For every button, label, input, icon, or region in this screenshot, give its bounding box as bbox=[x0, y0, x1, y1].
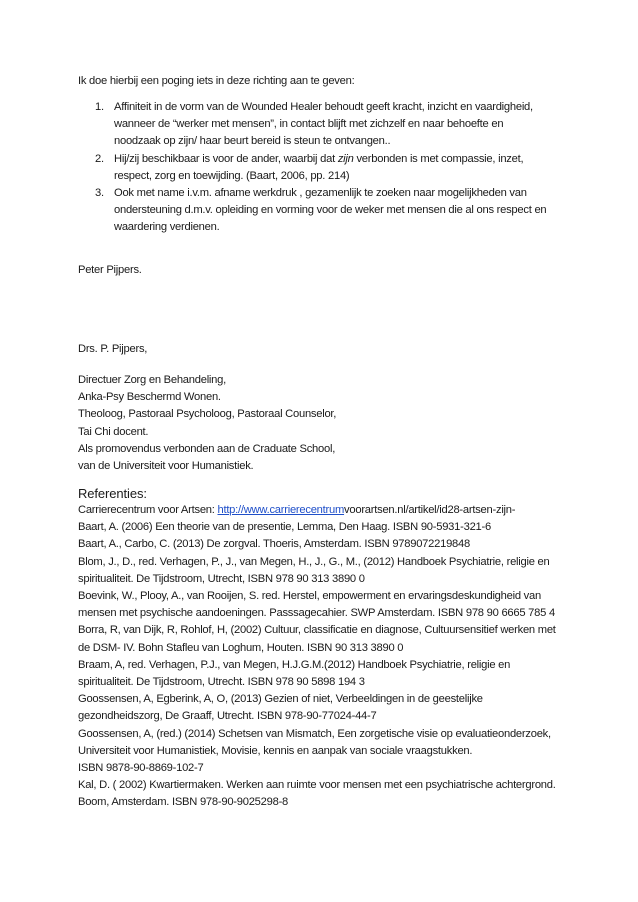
role-line: van de Universiteit voor Humanistiek. bbox=[78, 460, 254, 473]
reference-line: Baart, A. (2006) Een theorie van de presentie, Lemma, Den Haag. ISBN 90-5931-321-6 bbox=[78, 521, 491, 534]
list-number: 3. bbox=[95, 187, 104, 200]
reference-text: voorartsen.nl/artikel/id28-artsen-zijn- bbox=[344, 504, 516, 516]
list-number: 1. bbox=[95, 101, 104, 113]
reference-link[interactable]: http://www.carrierecentrum bbox=[217, 504, 345, 516]
list-item bbox=[78, 185, 578, 237]
role-line: Tai Chi docent. bbox=[78, 425, 149, 438]
references-list bbox=[78, 502, 578, 812]
reference-line bbox=[78, 502, 578, 519]
author-name: Drs. P. Pijpers, bbox=[78, 343, 148, 355]
reference-line: Blom, J., D., red. Verhagen, P., J., van Megen, H., J., G., M., (2012) Handboek Psychiatrie, religie en bbox=[78, 555, 550, 568]
list-line: waardering verdienen. bbox=[114, 221, 220, 234]
list-line: respect, zorg en toewijding. (Baart, 2006, pp. 214) bbox=[114, 169, 350, 182]
reference-text: Carrierecentrum voor Artsen: bbox=[78, 504, 218, 516]
author-roles bbox=[78, 372, 578, 475]
reference-line: spiritualiteit. De Tijdstroom, Utrecht. ISBN 978 90 5898 194 3 bbox=[78, 676, 365, 689]
numbered-list bbox=[78, 99, 578, 237]
references-heading: Referenties: bbox=[78, 486, 147, 501]
emphasis-text: zijn bbox=[337, 152, 354, 165]
list-line: Ook met name i.v.m. afname werkdruk , gezamenlijk te zoeken naar mogelijkheden van bbox=[114, 187, 527, 200]
reference-line: de DSM- IV. Bohn Stafleu van Loghum, Houten. ISBN 90 313 3890 0 bbox=[78, 641, 404, 654]
reference-line: Goossensen, A, Egberink, A, O, (2013) Gezien of niet, Verbeeldingen in de geestelijke bbox=[78, 693, 483, 706]
list-text: verbonden is met compassie, inzet, bbox=[353, 152, 524, 165]
reference-line: mensen met psychische aandoeningen. Passsagecahier. SWP Amsterdam. ISBN 978 90 6665 785 4 bbox=[78, 607, 555, 620]
reference-line: ISBN 9878-90-8869-102-7 bbox=[78, 762, 204, 775]
list-line: wanneer de “werker met mensen”, in contact blijft met zichzelf en naar behoefte en bbox=[114, 118, 504, 131]
list-text: Hij/zij beschikbaar is voor de ander, waarbij dat bbox=[114, 152, 338, 165]
list-number: 2. bbox=[95, 152, 104, 165]
reference-line: Baart, A., Carbo, C. (2013) De zorgval. Thoeris, Amsterdam. ISBN 9789072219848 bbox=[78, 538, 470, 551]
reference-line: Boom, Amsterdam. ISBN 978-90-9025298-8 bbox=[78, 796, 289, 809]
reference-line: Goossensen, A, (red.) (2014) Schetsen van Mismatch, Een zorgetische visie op evaluatieonderzoek, bbox=[78, 727, 551, 740]
reference-line: Boevink, W., Plooy, A., van Rooijen, S. red. Herstel, empowerment en ervaringsdeskundigheid van bbox=[78, 590, 541, 603]
role-line: Anka-Psy Beschermd Wonen. bbox=[78, 391, 221, 404]
reference-line: Braam, A, red. Verhagen, P.J., van Megen, H.J.G.M.(2012) Handboek Psychiatrie, religie en bbox=[78, 658, 511, 671]
reference-line: Universiteit voor Humanistiek, Movisie, kennis en aanpak van sociale vraagstukken. bbox=[78, 744, 473, 757]
intro-paragraph: Ik doe hierbij een poging iets in deze richting aan te geven: bbox=[78, 75, 355, 87]
reference-line: spiritualiteit. De Tijdstroom, Utrecht, ISBN 978 90 313 3890 0 bbox=[78, 572, 365, 585]
role-line: Directuer Zorg en Behandeling, bbox=[78, 374, 226, 386]
list-line bbox=[114, 151, 578, 168]
reference-line: Borra, R, van Dijk, R, Rohlof, H, (2002) Cultuur, classificatie en diagnose, Cultuursensitief werken met bbox=[78, 624, 556, 637]
signoff: Peter Pijpers. bbox=[78, 264, 142, 276]
list-item bbox=[78, 151, 578, 185]
list-line: Affiniteit in de vorm van de Wounded Healer behoudt geeft kracht, inzicht en vaardigheid, bbox=[114, 101, 533, 113]
reference-line: gezondheidszorg, De Graaff, Utrecht. ISBN 978-90-77024-44-7 bbox=[78, 710, 377, 723]
list-item bbox=[78, 99, 578, 151]
list-line: ondersteuning d.m.v. opleiding en vorming voor de weker met mensen die al ons respect en bbox=[114, 204, 547, 217]
role-line: Als promovendus verbonden aan de Craduate School, bbox=[78, 442, 336, 455]
list-line: noodzaak op zijn/ haar beurt bereid is steun te ontvangen.. bbox=[114, 135, 391, 148]
reference-line: Kal, D. ( 2002) Kwartiermaken. Werken aan ruimte voor mensen met een psychiatrische achtergrond. bbox=[78, 779, 556, 792]
role-line: Theoloog, Pastoraal Psycholoog, Pastoraal Counselor, bbox=[78, 408, 337, 421]
